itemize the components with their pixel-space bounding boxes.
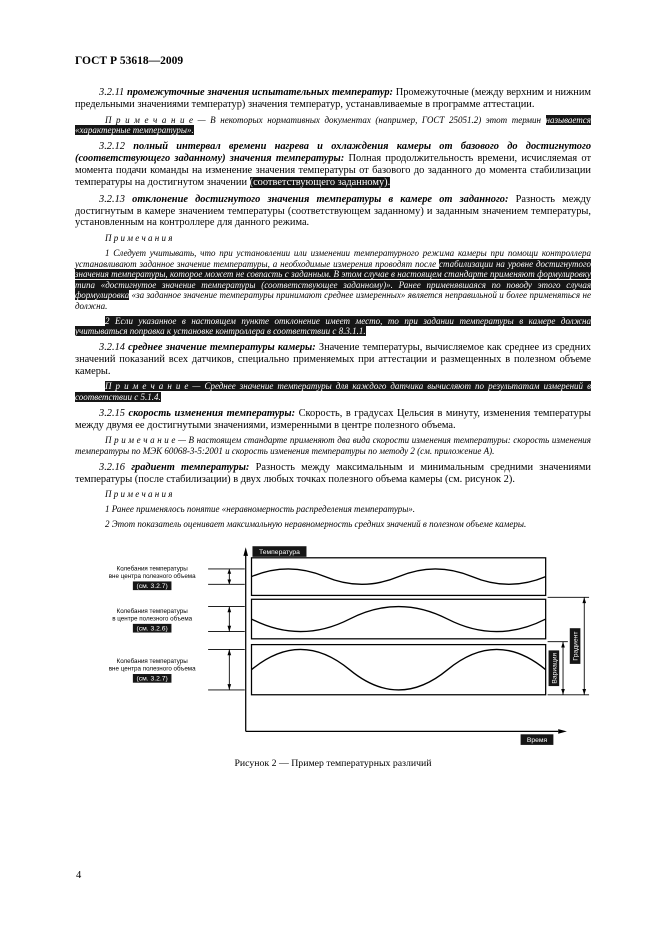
note-1-3-2-13: 1 Следует учитывать, что при установлении или изменении температурного режима камеры при помощи контроллера устанавливают заданное значение температуры, а необходимые измерения проводят после стабилизации на уровне достигнутого значения температуры, которое может не совпасть с заданным. В этом случае в настоящем стандарте применяют формулировку типа «достигнутое значение температуры (соответствующее заданному)». Ранее применявшаяся по поводу этого случая формулировка «за заданное значение температуры принимают среднее измеренных» является неправильной и более применяться не должна. bbox=[75, 247, 591, 311]
note-3-2-15: П р и м е ч а н и е — В настоящем стандарте применяют два вида скорости изменения температуры: скорость изменения температуры по МЭК 60068-3-5:2001 и скорость изменения температуры по методу 2 (см. приложение А). bbox=[75, 435, 591, 456]
right-arrow-icon bbox=[558, 729, 567, 734]
variation-label: Вариация bbox=[551, 653, 559, 684]
waveform-box-3 bbox=[252, 645, 546, 695]
up-arrow-icon bbox=[243, 547, 248, 556]
figure-2 bbox=[75, 545, 591, 750]
label-3-ref: (см. 3.2.7) bbox=[136, 675, 168, 683]
label-3-line-2: вне центра полезного объема bbox=[108, 665, 196, 673]
note-1-3-2-16: 1 Ранее применялось понятие «неравномерность распределения температуры». bbox=[105, 504, 416, 514]
terms-section bbox=[75, 87, 591, 529]
temperature-axis-label: Температура bbox=[259, 549, 300, 557]
notes-header-3-2-13: П р и м е ч а н и я bbox=[105, 233, 173, 244]
amplitude-dimension-2 bbox=[208, 607, 245, 632]
term-definition-3-2-15: 3.2.15 скорость изменения температуры: Скорость, в градусах Цельсия в минуту, изменения температуры между двумя ее достигнутыми значениями, измеренными в центре полезного объема. bbox=[75, 407, 591, 431]
label-2-ref: (см. 3.2.6) bbox=[136, 625, 168, 633]
time-axis bbox=[246, 729, 567, 745]
figure-left-label-2 bbox=[112, 608, 192, 633]
label-1-ref: (см. 3.2.7) bbox=[136, 583, 168, 591]
variation-dimension bbox=[548, 642, 589, 695]
amplitude-dimension-3 bbox=[208, 650, 245, 691]
label-1-line-2: вне центра полезного объема bbox=[108, 573, 196, 581]
wave-outside-center-top bbox=[252, 569, 546, 584]
term-definition-3-2-12: 3.2.12 полный интервал времени нагрева и охлаждения камеры от базового до достигнутого (соответствующего заданному) значения температуры: Полная продолжительность времени, исчисляемая от момента подачи команды на изменение значения температуры от базового до заданного до момента стабилизации температуры на достигнутом значении (соответствующего заданному). bbox=[75, 141, 592, 188]
time-axis-label: Время bbox=[526, 737, 548, 745]
notes-header-3-2-16: П р и м е ч а н и я bbox=[105, 489, 173, 500]
note-3-2-11: П р и м е ч а н и е — В некоторых нормативных документах (например, ГОСТ 25051.2) этот термин называется «характерные температуры». bbox=[75, 114, 591, 136]
figure-caption: Рисунок 2 — Пример температурных различий bbox=[234, 758, 432, 770]
term-definition-3-2-13: 3.2.13 отклонение достигнутого значения температуры в камере от заданного: Разность между достигнутым в камере значением температуры (соответствующем заданному) и заданным значением температуры, установленным на контроллере для данного режима. bbox=[75, 193, 591, 229]
label-1-line-1: Колебания температуры bbox=[116, 565, 188, 573]
term-definition-3-2-14: 3.2.14 среднее значение температуры камеры: Значение температуры, вычисляемое как среднее из средних значений показаний всех датчиков, специально применяемых при аттестации и размещенных в полезном объеме камеры. bbox=[75, 341, 591, 377]
figure-left-label-1 bbox=[109, 566, 196, 591]
note-2-3-2-13: 2 Если указанное в настоящем пункте отклонение имеет место, то при задании температуры в камере должна учитываться поправка к установке контроллера в соответствии с 8.3.1.1. bbox=[75, 315, 591, 337]
wave-center bbox=[252, 607, 546, 632]
term-definition-3-2-16: 3.2.16 градиент температуры: Разность между максимальным и минимальным средними значениями температуры (после стабилизации) в двух любых точках полезного объема камеры (см. рисунок 2). bbox=[75, 461, 591, 485]
wave-outside-center-bottom bbox=[252, 650, 546, 691]
figure-left-label-3 bbox=[109, 658, 196, 683]
waveform-box-1 bbox=[252, 558, 546, 596]
page-header: ГОСТ Р 53618—2009 bbox=[75, 55, 184, 67]
label-3-line-1: Колебания температуры bbox=[116, 658, 188, 666]
note-2-3-2-16: 2 Этот показатель оценивает максимальную неравномерность средних значений в полезном объеме камеры. bbox=[105, 518, 527, 529]
label-2-line-2: в центре полезного объема bbox=[112, 615, 193, 623]
amplitude-dimension-1 bbox=[208, 569, 245, 584]
page-number: 4 bbox=[76, 870, 82, 881]
note-3-2-14: П р и м е ч а н и е — Среднее значение температуры для каждого датчика вычисляют по результатам измерений в соответствии с 5.1.4. bbox=[75, 381, 591, 402]
figure-2-diagram bbox=[75, 545, 591, 750]
waveform-box-2 bbox=[252, 599, 546, 639]
gradient-label: Градиент bbox=[572, 631, 580, 661]
label-2-line-1: Колебания температуры bbox=[116, 607, 188, 615]
term-definition-3-2-11: 3.2.11 промежуточные значения испытательных температур: Промежуточные (между верхним и нижним предельными значениями температур) значения температур, устанавливаемые в программе аттестации. bbox=[75, 87, 591, 110]
